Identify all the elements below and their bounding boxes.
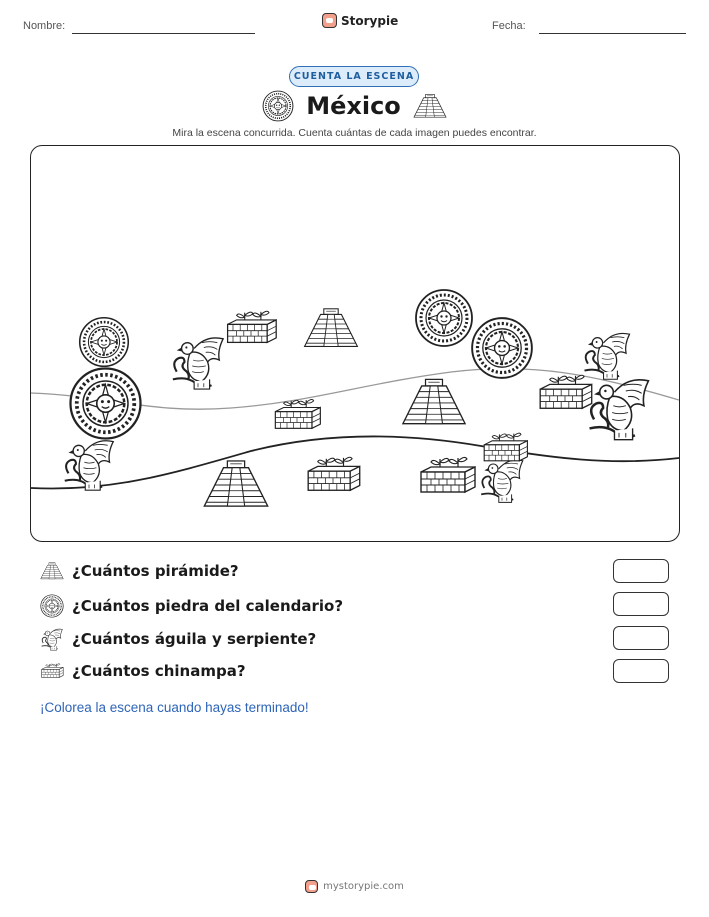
question-eagle-serpent [40,627,316,651]
calendar-stone-icon [71,369,141,439]
calendar-stone-icon [472,318,532,378]
eagle-serpent-icon [590,380,649,440]
question-pyramid [40,561,239,581]
date-label: Fecha: [492,20,526,32]
calendar-stone-icon [416,290,472,346]
date-line[interactable] [539,33,686,34]
chinampa-icon [275,400,320,429]
calendar-stone-icon [40,594,64,618]
eagle-serpent-icon [481,460,523,502]
answer-box-pyramid[interactable] [613,559,669,583]
eagle-serpent-icon [584,333,629,379]
answer-box-calendar-stone[interactable] [613,592,669,616]
eagle-serpent-icon [173,338,223,389]
pyramid-icon [403,379,465,423]
chinampa-icon [421,457,475,492]
eagle-serpent-icon [40,627,64,651]
footer-url: mystorypie.com [323,881,404,892]
calendar-stone-icon [262,90,294,122]
scene-canvas [31,146,679,541]
chinampa-icon [40,661,64,681]
coloring-note: ¡Colorea la escena cuando hayas terminado! [40,700,309,715]
footer [0,880,709,893]
pyramid-icon [204,461,267,506]
answer-box-eagle-serpent[interactable] [613,626,669,650]
instructions: Mira la escena concurrida. Cuenta cuántas de cada imagen puedes encontrar. [172,127,537,139]
name-label: Nombre: [23,20,66,32]
chinampa-icon [540,375,592,408]
chinampa-icon [484,433,527,461]
pyramid-icon [40,561,64,581]
question-text: ¿Cuántos pirámide? [72,562,239,580]
question-chinampa [40,661,246,681]
storypie-logo-icon [322,13,337,28]
question-text: ¿Cuántos águila y serpiente? [72,630,317,648]
title-row [0,90,709,122]
chinampa-icon [308,457,360,490]
activity-badge: CUENTA LA ESCENA [289,66,419,87]
page-title: México [306,92,401,120]
eagle-serpent-icon [65,441,114,490]
calendar-stone-icon [80,318,129,367]
pyramid-icon [413,91,447,121]
brand-logo [322,13,398,28]
brand-name: Storypie [341,13,399,28]
name-line[interactable] [72,33,255,34]
chinampa-icon [228,311,277,342]
answer-box-chinampa[interactable] [613,659,669,683]
pyramid-icon [305,309,358,347]
question-calendar-stone [40,594,343,618]
question-text: ¿Cuántos piedra del calendario? [72,597,344,615]
storypie-logo-icon [305,880,318,893]
scene-frame [30,145,680,542]
question-text: ¿Cuántos chinampa? [72,662,246,680]
